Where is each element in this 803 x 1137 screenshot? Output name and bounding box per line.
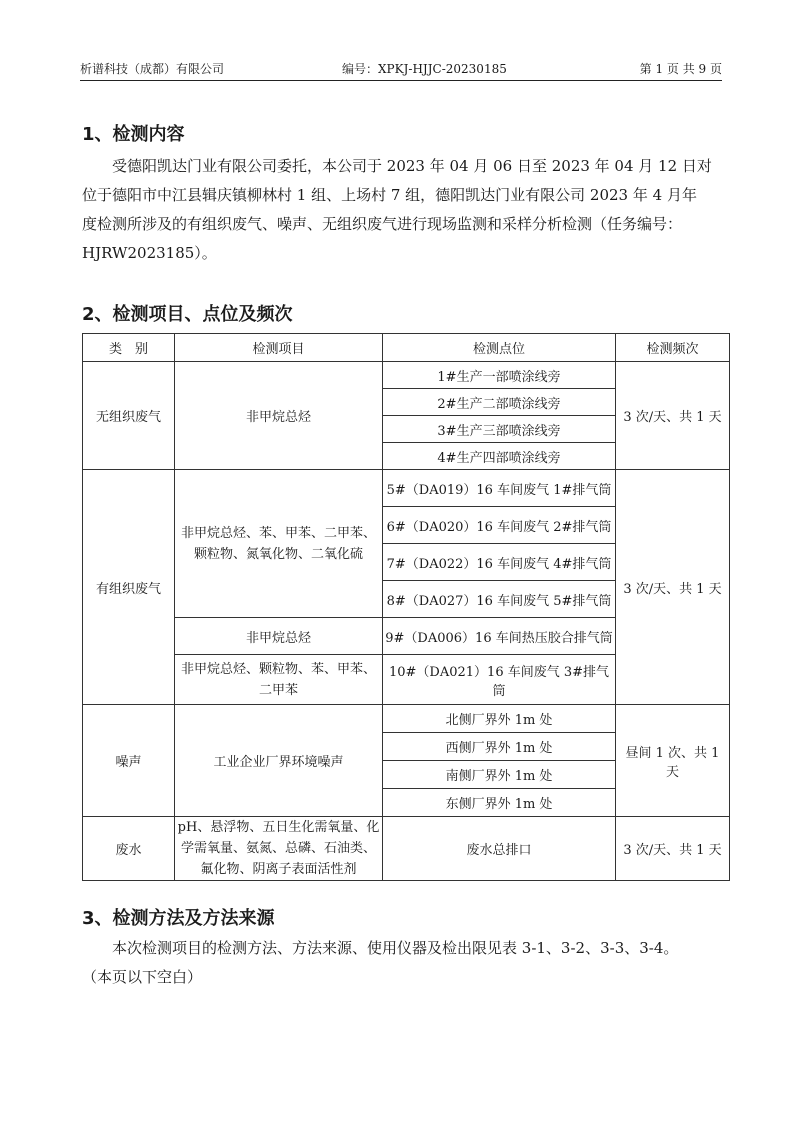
detection-table [82,333,730,881]
item-cell: 非甲烷总烃、苯、甲苯、二甲苯、颗粒物、氮氧化物、二氧化硫 [175,470,383,618]
item-cell: 非甲烷总烃 [175,362,383,470]
table-row [83,817,730,881]
category-cell: 噪声 [83,705,175,817]
section1-title: 1、检测内容 [82,124,185,145]
point-cell: 东侧厂界外 1m 处 [383,789,616,817]
table-row [83,362,730,389]
point-cell: 5#（DA019）16 车间废气 1#排气筒 [383,470,616,507]
header-company: 析谱科技（成都）有限公司 [80,62,225,76]
point-cell: 9#（DA006）16 车间热压胶合排气筒 [383,618,616,655]
point-cell: 北侧厂界外 1m 处 [383,705,616,733]
frequency-cell: 昼间 1 次、共 1 天 [616,705,730,817]
point-cell: 1#生产一部喷涂线旁 [383,362,616,389]
header-page-number: 第 1 页 共 9 页 [639,62,722,76]
point-cell: 10#（DA021）16 车间废气 3#排气筒 [383,655,616,705]
section3-title: 3、检测方法及方法来源 [82,908,275,929]
table-row [83,705,730,733]
section1-line: HJRW2023185）。 [82,244,217,262]
section2-title: 2、检测项目、点位及频次 [82,304,293,325]
point-cell: 3#生产三部喷涂线旁 [383,416,616,443]
table-header-row [83,334,730,362]
frequency-cell: 3 次/天、共 1 天 [616,470,730,705]
section3-paragraph [82,934,722,992]
point-cell: 6#（DA020）16 车间废气 2#排气筒 [383,507,616,544]
point-cell: 4#生产四部喷涂线旁 [383,443,616,470]
section1-line: 度检测所涉及的有组织废气、噪声、无组织废气进行现场监测和采样分析检测（任务编号： [82,215,683,233]
point-cell: 8#（DA027）16 车间废气 5#排气筒 [383,581,616,618]
table-row [83,470,730,507]
section1-line: 位于德阳市中江县辑庆镇柳林村 1 组、上场村 7 组，德阳凯达门业有限公司 2023 年 4 月年 [82,186,697,204]
col-header-point: 检测点位 [383,334,616,362]
category-cell: 有组织废气 [83,470,175,705]
item-cell: 非甲烷总烃、颗粒物、苯、甲苯、二甲苯 [175,655,383,705]
section1-paragraph [82,152,722,268]
item-cell: pH、悬浮物、五日生化需氧量、化学需氧量、氨氮、总磷、石油类、氟化物、阴离子表面活性剂 [175,817,383,881]
category-cell: 无组织废气 [83,362,175,470]
frequency-cell: 3 次/天、共 1 天 [616,362,730,470]
point-cell: 2#生产二部喷涂线旁 [383,389,616,416]
col-header-frequency: 检测频次 [616,334,730,362]
section1-line: 受德阳凯达门业有限公司委托，本公司于 2023 年 04 月 06 日至 2023 年 04 月 12 日对 [112,157,712,175]
header-code: 编号：XPKJ-HJJC-20230185 [342,62,507,76]
point-cell: 南侧厂界外 1m 处 [383,761,616,789]
point-cell: 西侧厂界外 1m 处 [383,733,616,761]
point-cell: 废水总排口 [383,817,616,881]
col-header-category: 类 别 [83,334,175,362]
point-cell: 7#（DA022）16 车间废气 4#排气筒 [383,544,616,581]
col-header-item: 检测项目 [175,334,383,362]
page-header [80,60,722,81]
section3-note: （本页以下空白） [82,968,203,986]
category-cell: 废水 [83,817,175,881]
item-cell: 工业企业厂界环境噪声 [175,705,383,817]
section3-line: 本次检测项目的检测方法、方法来源、使用仪器及检出限见表 3-1、3-2、3-3、3-4。 [112,939,679,957]
frequency-cell: 3 次/天、共 1 天 [616,817,730,881]
item-cell: 非甲烷总烃 [175,618,383,655]
